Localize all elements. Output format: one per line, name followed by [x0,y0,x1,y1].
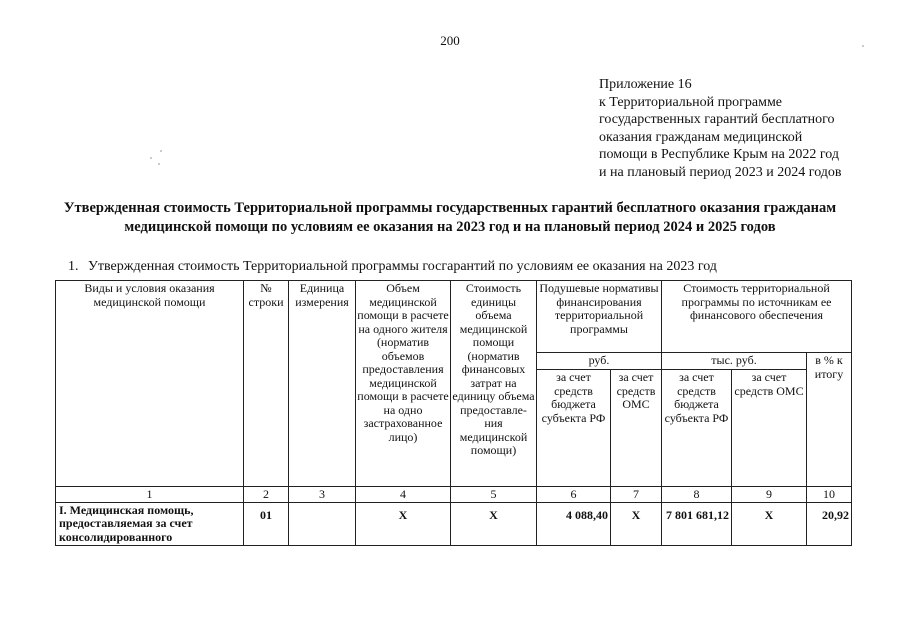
header-program-cost: Стоимость территориальной программы по источникам ее финансового обеспечения [662,281,852,353]
header-subject-budget: за счет средств бюджета субъекта РФ [662,370,732,487]
header-oms: за счет средств ОМС [611,370,662,487]
row-cost-oms: Х [732,502,807,546]
section-text: Утвержденная стоимость Территориальной программы госгарантий по условиям ее оказания на 2023 год [88,259,717,274]
appendix-note [599,76,889,181]
scan-speck [160,150,162,152]
header-rub: руб. [537,353,662,370]
title-line-2: медицинской помощи по условиям ее оказания на 2023 год и на плановый период 2024 и 2025 годов [124,219,776,235]
column-number: 8 [662,487,732,503]
row-volume: Х [356,502,451,546]
scan-speck [150,157,152,159]
cost-table [55,280,852,546]
appendix-line: к Территориальной программе [599,94,783,110]
header-per-capita: Подушевые нормативы финансирования территориальной программы [537,281,662,353]
row-line-number: 01 [244,502,289,546]
row-name: I. Медицинская помощь, предоставляемая за счет консолидированного [56,502,244,546]
appendix-line: Приложение 16 [599,77,692,92]
column-number: 3 [289,487,356,503]
table-row [56,502,852,546]
row-cost-budget: 7 801 681,12 [662,502,732,546]
section-heading [68,259,717,275]
header-line-number: № строки [244,281,289,487]
header-percent-total: в % к итогу [807,353,852,487]
column-number: 1 [56,487,244,503]
column-number: 5 [451,487,537,503]
scan-speck [158,163,160,165]
appendix-line: оказания гражданам медицинской [599,129,803,145]
row-unit-cost: Х [451,502,537,546]
appendix-line: помощи в Республике Крым на 2022 год [599,147,839,162]
row-per-capita-budget: 4 088,40 [537,502,611,546]
column-number: 9 [732,487,807,503]
header-subject-budget: за счет средств бюджета субъекта РФ [537,370,611,487]
header-thousand-rub: тыс. руб. [662,353,807,370]
header-oms: за счет средств ОМС [732,370,807,487]
cost-table-container [55,280,852,546]
appendix-line: государственных гарантий бесплатного [599,112,835,127]
row-percent: 20,92 [807,502,852,546]
page-number: 200 [440,33,460,48]
header-kinds-of-care: Виды и условия оказания медицинской помощи [56,281,244,487]
column-number: 2 [244,487,289,503]
column-number: 7 [611,487,662,503]
section-number: 1. [68,259,79,274]
column-number: 4 [356,487,451,503]
row-unit [289,502,356,546]
header-volume: Объем медицинской помощи в расчете на одного жителя (норматив объемов предоставления медицинской помощи в расчете на одно застрахованное лицо) [356,281,451,487]
title-line-1: Утвержденная стоимость Территориальной программы государственных гарантий бесплатного оказания гражданам [63,200,837,216]
appendix-line: и на плановый период 2023 и 2024 годов [599,164,842,180]
column-number: 6 [537,487,611,503]
row-per-capita-oms: Х [611,502,662,546]
scan-speck [862,45,864,47]
column-number: 10 [807,487,852,503]
header-unit: Единица измерения [289,281,356,487]
document-title [40,199,860,237]
header-unit-cost: Стоимость единицы объема медицинской помощи (норматив финансовых затрат на единицу объема предоставле-ния медицинской помощи) [451,281,537,487]
